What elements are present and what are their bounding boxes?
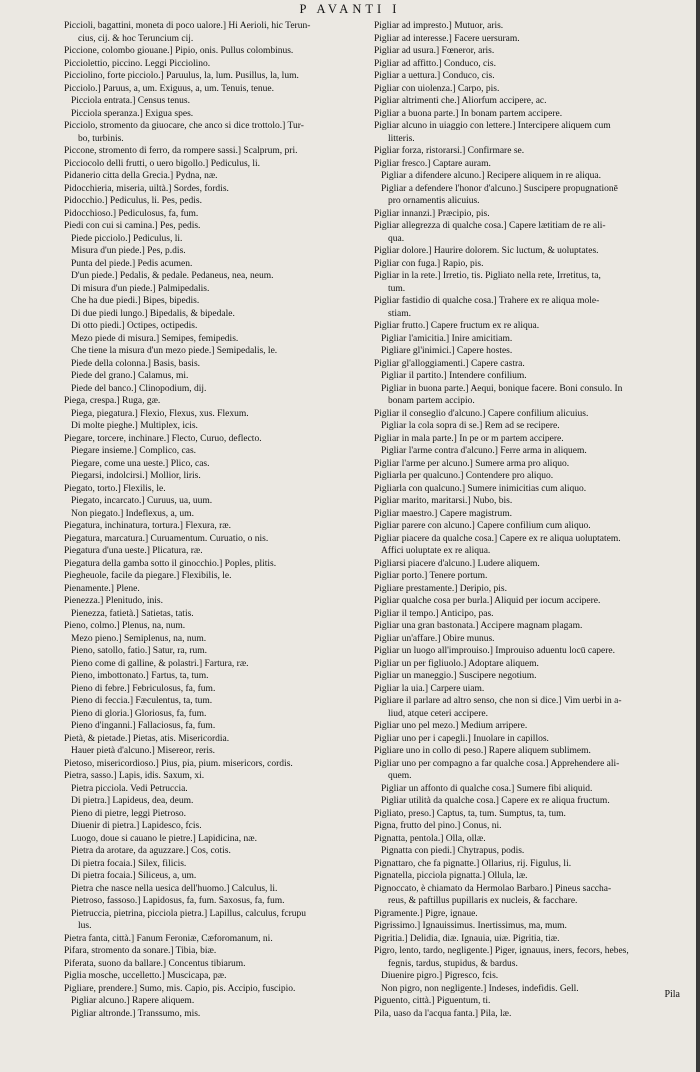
dictionary-entry: Pigliar una gran bastonata.] Accipere magnam plagam.: [374, 621, 583, 631]
dictionary-entry: Hauer pietà d'alcuno.] Misereor, reris.: [71, 746, 216, 756]
dictionary-entry: Piccone, stromento di ferro, da rompere sassi.] Scalprum, pri.: [64, 146, 298, 156]
dictionary-entry: Pigliar parere con alcuno.] Capere confilium cum aliquo.: [374, 521, 591, 531]
dictionary-entry: Di pietra focaia.] Siliceus, a, um.: [71, 871, 197, 881]
dictionary-entry: Luogo, doue si cauano le pietre.] Lapidicina, næ.: [71, 833, 257, 844]
dictionary-entry: stiam.: [388, 308, 411, 319]
dictionary-entry: Non piegato.] Indeflexus, a, um.: [71, 508, 194, 519]
dictionary-entry: Pietra picciola. Vedi Petruccia.: [71, 783, 188, 794]
dictionary-entry: Di misura d'un piede.] Palmipedalis.: [71, 283, 210, 294]
dictionary-entry: Pigliar maestro.] Capere magistrum.: [374, 508, 512, 519]
dictionary-entry: Piede del banco.] Clinopodium, dij.: [71, 383, 207, 394]
dictionary-entry: Pietra che nasce nella uesica dell'huomo.] Calculus, li.: [71, 883, 278, 894]
dictionary-entry: Pieno, colmo.] Plenus, na, num.: [64, 621, 186, 631]
dictionary-entry: Piegatura della gamba sotto il ginocchio.] Poples, plitis.: [64, 558, 277, 569]
dictionary-entry: Pigna, frutto del pino.] Conus, ni.: [374, 821, 502, 831]
dictionary-entry: Pieno, imbottonato.] Fartus, ta, tum.: [71, 671, 209, 681]
dictionary-entry: Pigliar fastidio di qualche cosa.] Trahere ex re aliqua mole-: [374, 296, 600, 306]
dictionary-entry: Di otto piedi.] Octipes, octipedis.: [71, 321, 198, 331]
dictionary-entry: Picciolo.] Paruus, a, um. Exiguus, a, um. Tenuis, tenue.: [64, 83, 274, 94]
dictionary-entry: Pieno di feccia.] Fæculentus, ta, tum.: [71, 696, 213, 706]
dictionary-entry: Pigliar altrimenti che.] Aliorfum accipere, ac.: [374, 96, 547, 106]
dictionary-entry: quem.: [388, 771, 412, 781]
dictionary-entry: Pigliar innanzi.] Præcipio, pis.: [374, 208, 490, 219]
dictionary-entry: Che ha due piedi.] Bipes, bipedis.: [71, 296, 200, 306]
dictionary-entry: Pigliar la uia.] Carpere uiam.: [374, 683, 485, 694]
dictionary-entry: reus, & paftillus pupillaris ex nucleis, & facchare.: [388, 896, 578, 906]
dictionary-entry: Pigliar in buona parte.] Aequi, bonique facere. Boni consulo. In: [381, 383, 623, 394]
dictionary-entry: Pidocchieria, miseria, uiltà.] Sordes, fordis.: [64, 183, 229, 194]
dictionary-entry: tum.: [388, 283, 406, 294]
dictionary-entry: Pignattaro, che fa pignatte.] Ollarius, rij. Figulus, li.: [374, 858, 572, 869]
dictionary-entry: Piede picciolo.] Pediculus, li.: [71, 233, 183, 244]
dictionary-entry: Pigliar il partito.] Intendere confilium.: [381, 371, 527, 381]
dictionary-entry: Piede della colonna.] Basis, basis.: [71, 358, 201, 369]
dictionary-entry: Pigliarla con qualcuno.] Sumere inimicitias cum aliquo.: [374, 483, 587, 494]
dictionary-entry: Piegarsi, indolcirsi.] Mollior, liris.: [71, 471, 201, 481]
dictionary-entry: Pietroso, fassoso.] Lapidosus, fa, fum. Saxosus, fa, fum.: [71, 896, 285, 906]
dictionary-entry: Pifara, stromento da sonare.] Tibia, biæ.: [64, 946, 217, 956]
dictionary-entry: Pigliar altronde.] Transsumo, mis.: [71, 1008, 201, 1019]
dictionary-entry: Pigliar alcuno in uiaggio con lettere.] Intercipere aliquem cum: [374, 121, 611, 131]
dictionary-entry: Pignatta con piedi.] Chytrapus, podis.: [381, 846, 525, 856]
dictionary-entry: Diuenir di pietra.] Lapidesco, fcis.: [71, 821, 202, 831]
dictionary-entry: Pigramente.] Pigre, ignaue.: [374, 908, 478, 919]
dictionary-entry: Pigliare, prendere.] Sumo, mis. Capio, pis. Accipio, fuscipio.: [64, 983, 296, 994]
dictionary-entry: Pigliare gl'inimici.] Capere hostes.: [381, 346, 513, 356]
dictionary-entry: Pigliar un'affare.] Obire munus.: [374, 633, 495, 644]
dictionary-entry: litteris.: [388, 133, 415, 144]
dictionary-entry: Piega, crespa.] Ruga, gæ.: [64, 396, 161, 406]
dictionary-entry: D'un piede.] Pedalis, & pedale. Pedaneus, nea, neum.: [71, 271, 274, 281]
right-column: [374, 20, 690, 1020]
catchword: Pila: [664, 989, 680, 1000]
dictionary-entry: Pigritia.] Delidia, diæ. Ignauia, uiæ. Pigritia, tiæ.: [374, 933, 560, 944]
dictionary-entry: Pietruccia, pietrina, picciola pietra.] Lapillus, calculus, fcrupu: [71, 908, 307, 919]
dictionary-entry: Pigliar in mala parte.] In pe or m partem accipere.: [374, 433, 564, 444]
dictionary-entry: Pigliar utilità da qualche cosa.] Capere ex re aliqua fructum.: [381, 796, 610, 806]
dictionary-entry: Pieno d'inganni.] Fallaciosus, fa, fum.: [71, 721, 216, 731]
dictionary-entry: Pieno, satollo, fatio.] Satur, ra, rum.: [71, 646, 208, 656]
dictionary-entry: Pigliar a defendere l'honor d'alcuno.] Suscipere propugnationē: [381, 183, 618, 194]
dictionary-entry: Pigliar ad affitto.] Conduco, cis.: [374, 58, 496, 69]
dictionary-entry: Piegheuole, facile da piegare.] Flexibilis, le.: [64, 571, 232, 581]
dictionary-entry: Diuenire pigro.] Pigresco, fcis.: [381, 971, 499, 981]
dictionary-entry: Piega, piegatura.] Flexio, Flexus, xus. Flexum.: [71, 408, 249, 419]
dictionary-entry: Pigliar uno pel mezo.] Medium arripere.: [374, 721, 528, 731]
dictionary-entry: Di pietra.] Lapideus, dea, deum.: [71, 796, 194, 806]
dictionary-entry: Pigliar l'arme contra d'alcuno.] Ferre arma in aliquem.: [381, 446, 587, 456]
dictionary-entry: Piegare, torcere, inchinare.] Flecto, Curuo, deflecto.: [64, 433, 262, 444]
dictionary-entry: Pienamente.] Plene.: [64, 583, 140, 594]
dictionary-entry: Pigliar piacere da qualche cosa.] Capere ex re aliqua uoluptatem.: [374, 533, 621, 544]
dictionary-entry: Pidocchioso.] Pediculosus, fa, fum.: [64, 208, 199, 219]
dictionary-entry: Pigliar forza, ristorarsi.] Confirmare se.: [374, 146, 525, 156]
dictionary-entry: Pignatta, pentola.] Olla, ollæ.: [374, 833, 486, 844]
dictionary-entry: Che tiene la misura d'un mezo piede.] Semipedalis, le.: [71, 346, 278, 356]
dictionary-entry: Di molte pieghe.] Multiplex, icis.: [71, 421, 198, 431]
dictionary-entry: Piguento, città.] Piguentum, ti.: [374, 996, 491, 1006]
dictionary-entry: Piegare insieme.] Complico, cas.: [71, 446, 197, 456]
page-edge-shadow: [696, 0, 700, 1072]
dictionary-entry: Di due piedi lungo.] Bipedalis, & bipedale.: [71, 308, 235, 319]
dictionary-entry: Pietra, sasso.] Lapis, idis. Saxum, xi.: [64, 771, 205, 781]
dictionary-entry: Pigliar a uettura.] Conduco, cis.: [374, 71, 495, 81]
dictionary-entry: Picciolino, forte picciolo.] Paruulus, la, lum. Pusillus, la, lum.: [64, 71, 299, 81]
dictionary-entry: Pigrissimo.] Ignauissimus. Inertissimus, ma, mum.: [374, 921, 567, 931]
dictionary-entry: Pigliarla per qualcuno.] Contendere pro aliquo.: [374, 471, 554, 481]
dictionary-entry: Pigliar un luogo all'improuiso.] Improuiso aduentu locū capere.: [374, 646, 616, 656]
dictionary-entry: Pigro, lento, tardo, negligente.] Piger, ignauus, iners, fecors, hebes,: [374, 946, 629, 956]
dictionary-entry: Pigliar qualche cosa per burla.] Aliquid per iocum accipere.: [374, 596, 601, 606]
dictionary-entry: Pigliar la cola sopra di se.] Rem ad se recipere.: [381, 421, 560, 431]
dictionary-entry: Pigliar ad usura.] Fœneror, aris.: [374, 46, 495, 56]
dictionary-entry: Pignatella, picciola pignatta.] Ollula, læ.: [374, 871, 528, 881]
dictionary-entry: Pieno di pietre, leggi Pietroso.: [71, 808, 187, 819]
dictionary-entry: Picciolo, stromento da giuocare, che anco si dice trottolo.] Tur-: [64, 121, 304, 131]
dictionary-entry: Piglia mosche, uccelletto.] Muscicapa, pæ.: [64, 971, 227, 981]
dictionary-entry: Pigliar porto.] Tenere portum.: [374, 571, 488, 581]
dictionary-entry: Picciola entrata.] Census tenus.: [71, 96, 190, 106]
dictionary-entry: Picciocolo delli frutti, o uero bigollo.] Pediculus, li.: [64, 158, 261, 169]
dictionary-entry: Pigliar gl'alloggiamenti.] Capere castra.: [374, 358, 525, 369]
dictionary-entry: Pigliar il conseglio d'alcuno.] Capere confilium alicuius.: [374, 408, 589, 419]
dictionary-entry: Picciola speranza.] Exigua spes.: [71, 108, 194, 119]
dictionary-entry: Pigliar il tempo.] Anticipo, pas.: [374, 608, 494, 619]
dictionary-entry: Pidanerio citta della Grecia.] Pydna, næ.: [64, 171, 218, 181]
dictionary-entry: bo, turbinis.: [78, 133, 124, 144]
dictionary-entry: pro ornamentis alicuius.: [388, 196, 480, 206]
dictionary-entry: Pigliar ad impresto.] Mutuor, aris.: [374, 21, 504, 31]
dictionary-entry: Pigliar dolore.] Haurire dolorem. Sic luctum, & uoluptates.: [374, 246, 599, 256]
dictionary-entry: Mezo piede di misura.] Semipes, femipedis.: [71, 333, 239, 344]
dictionary-entry: Pigliar un maneggio.] Suscipere negotium.: [374, 671, 537, 681]
dictionary-entry: Pila, uaso da l'acqua fanta.] Pila, læ.: [374, 1008, 512, 1019]
dictionary-entry: Piccioli, bagattini, moneta di poco ualore.] Hi Aerioli, hic Terun-: [64, 21, 311, 31]
dictionary-entry: Piegatura, marcatura.] Curuamentum. Curuatio, o nis.: [64, 533, 269, 544]
dictionary-entry: Non pigro, non negligente.] Indeses, indefidis. Gell.: [381, 983, 579, 994]
dictionary-entry: Pieno di febre.] Febriculosus, fa, fum.: [71, 683, 216, 694]
dictionary-entry: Piegato, torto.] Flexilis, le.: [64, 483, 166, 494]
dictionary-entry: Piegato, incarcato.] Curuus, ua, uum.: [71, 496, 213, 506]
dictionary-entry: Pigliar l'amicitia.] Inire amicitiam.: [381, 333, 513, 344]
dictionary-entry: Pigliar con fuga.] Rapio, pis.: [374, 258, 484, 269]
dictionary-entry: Pigliare uno in collo di peso.] Rapere aliquem sublimem.: [374, 746, 591, 756]
running-header: P AVANTI I: [299, 2, 401, 16]
dictionary-entry: liud, atque ceteri accipere.: [388, 708, 488, 719]
dictionary-entry: qua.: [388, 233, 405, 244]
dictionary-entry: Pigliar l'arme per alcuno.] Sumere arma pro aliquo.: [374, 458, 570, 469]
dictionary-entry: Misura d'un piede.] Pes, p.dis.: [71, 246, 186, 256]
dictionary-entry: Pietoso, misericordioso.] Pius, pia, pium. misericors, cordis.: [64, 758, 293, 769]
dictionary-entry: Mezo pieno.] Semiplenus, na, num.: [71, 633, 207, 644]
dictionary-entry: Pigliar uno per compagno a far qualche cosa.] Apprehendere ali-: [374, 758, 620, 769]
dictionary-entry: Piede del grano.] Calamus, mi.: [71, 371, 189, 381]
dictionary-entry: Pigliar in la rete.] Irretio, tis. Pigliato nella rete, Irretitus, ta,: [374, 271, 601, 281]
dictionary-entry: fegnis, tardus, stupidus, & bardus.: [388, 958, 518, 969]
dictionary-entry: Pigliar un per figliuolo.] Adoptare aliquem.: [374, 658, 539, 669]
dictionary-entry: Piferata, suono da ballare.] Concentus tibiarum.: [64, 958, 246, 969]
dictionary-entry: Piegatura, inchinatura, tortura.] Flexura, ræ.: [64, 521, 231, 531]
dictionary-entry: Affici uoluptate ex re aliqua.: [381, 546, 491, 556]
dictionary-entry: Pienezza, fatietà.] Satietas, tatis.: [71, 608, 194, 619]
dictionary-entry: Pigliar allegrezza di qualche cosa.] Capere lætitiam de re ali-: [374, 221, 606, 231]
dictionary-entry: Di pietra focaia.] Silex, filicis.: [71, 858, 187, 869]
dictionary-entry: lus.: [78, 921, 92, 931]
dictionary-entry: Pigliar alcuno.] Rapere aliquem.: [71, 996, 195, 1006]
dictionary-entry: Piegare, come una ueste.] Plico, cas.: [71, 458, 210, 469]
dictionary-entry: Pigliar a difendere alcuno.] Recipere aliquem in re aliqua.: [381, 171, 601, 181]
dictionary-entry: Punta del piede.] Pedis acumen.: [71, 258, 193, 269]
dictionary-entry: Pigliar marito, maritarsi.] Nubo, bis.: [374, 496, 513, 506]
dictionary-entry: Pieno di gloria.] Gloriosus, fa, fum.: [71, 708, 207, 719]
dictionary-entry: Pigliar un affonto di qualche cosa.] Sumere fibi aliquid.: [381, 783, 593, 794]
dictionary-entry: Pigliar uno per i capegli.] Inuolare in capillos.: [374, 733, 549, 744]
dictionary-entry: Pigliar a buona parte.] In bonam partem accipere.: [374, 108, 563, 119]
dictionary-entry: Pigliarsi piacere d'alcuno.] Ludere aliquem.: [374, 558, 540, 569]
dictionary-entry: Pietra da arotare, da aguzzare.] Cos, cotis.: [71, 846, 231, 856]
dictionary-entry: Pieno come di galline, & polastri.] Fartura, ræ.: [71, 658, 249, 669]
dictionary-entry: Pigliar fresco.] Captare auram.: [374, 158, 491, 169]
dictionary-entry: Pietra fanta, città.] Fanum Feroniæ, Cæforomanum, ni.: [64, 933, 273, 944]
dictionary-entry: Pietà, & pietade.] Pietas, atis. Misericordia.: [64, 733, 230, 744]
dictionary-entry: Pigliare il parlare ad altro senso, che non si dice.] Vim uerbi in a-: [374, 696, 622, 706]
dictionary-entry: Piccione, colombo giouane.] Pipio, onis. Pullus colombinus.: [64, 46, 294, 56]
left-column: [64, 20, 362, 1020]
dictionary-entry: Pignoccato, è chiamato da Hermolao Barbaro.] Pineus saccha-: [374, 883, 612, 894]
dictionary-entry: Pienezza.] Plenitudo, inis.: [64, 596, 163, 606]
dictionary-entry: cius, cij. & hoc Teruncium cij.: [78, 33, 194, 44]
dictionary-entry: Pidocchio.] Pediculus, li. Pes, pedis.: [64, 196, 203, 206]
dictionary-entry: Pigliar con uiolenza.] Carpo, pis.: [374, 83, 500, 94]
dictionary-entry: bonam partem accipio.: [388, 396, 475, 406]
dictionary-entry: Pigliar ad interesse.] Facere uersuram.: [374, 33, 520, 44]
dictionary-entry: Piedi con cui si camina.] Pes, pedis.: [64, 221, 201, 231]
dictionary-entry: Piegatura d'una ueste.] Plicatura, ræ.: [64, 546, 203, 556]
dictionary-entry: Pigliar frutto.] Capere fructum ex re aliqua.: [374, 321, 540, 331]
dictionary-entry: Pigliare prestamente.] Deripio, pis.: [374, 583, 507, 594]
dictionary-entry: Pigliato, preso.] Captus, ta, tum. Sumptus, ta, tum.: [374, 808, 566, 819]
dictionary-entry: Picciolettio, piccino. Leggi Picciolino.: [64, 58, 211, 69]
